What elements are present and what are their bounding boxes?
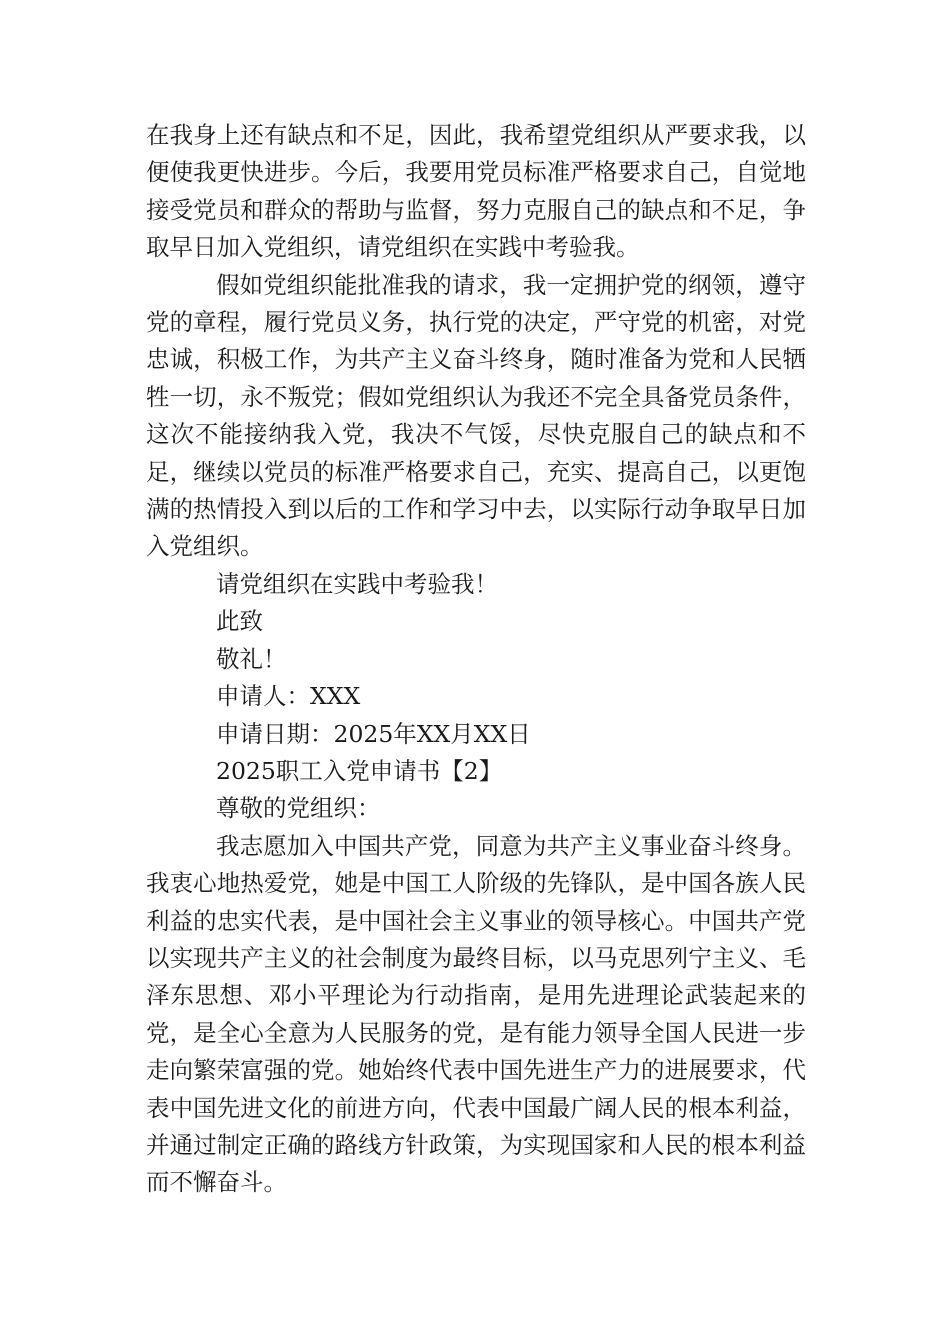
paragraph-self-improvement: 在我身上还有缺点和不足，因此，我希望党组织从严要求我，以便使我更快进步。今后，我要用党员标准严格要求自己，自觉地接受党员和群众的帮助与监督，努力克服自己的缺点和不足，争取早日加入党组织，请党组织在实践中考验我。 — [146, 121, 806, 262]
application-date: 申请日期：2025年XX月XX日 — [216, 719, 531, 748]
greeting-line: 尊敬的党组织： — [216, 794, 381, 823]
paragraph-pledge: 假如党组织能批准我的请求，我一定拥护党的纲领，遵守党的章程，履行党员义务，执行党的决定，严守党的机密，对党忠诚，积极工作，为共产主义奋斗终身，随时准备为党和人民牺牲一切，永不叛党；假如党组织认为我还不完全具备党员条件，这次不能接纳我入党，我决不气馁，尽快克服自己的缺点和不足，继续以党员的标准严格要求自己，充实、提高自己，以更饱满的热情投入到以后的工作和学习中去，以实际行动争取早日加入党组织。 — [146, 270, 806, 561]
section-heading: 2025职工入党申请书【2】 — [216, 756, 503, 785]
salutation-cizhi: 此致 — [216, 607, 263, 636]
applicant-name: 申请人：XXX — [216, 682, 361, 711]
salutation-jingli: 敬礼！ — [216, 644, 287, 673]
closing-request-line: 请党组织在实践中考验我！ — [216, 569, 498, 598]
document-body — [146, 117, 806, 1202]
paragraph-declaration: 我志愿加入中国共产党，同意为共产主义事业奋斗终身。我衷心地热爱党，她是中国工人阶级的先锋队，是中国各族人民利益的忠实代表，是中国社会主义事业的领导核心。中国共产党以实现共产主义的社会制度为最终目标，以马克思列宁主义、毛泽东思想、邓小平理论为行动指南，是用先进理论武装起来的党，是全心全意为人民服务的党，是有能力领导全国人民进一步走向繁荣富强的党。她始终代表中国先进生产力的进展要求，代表中国先进文化的前进方向，代表中国最广阔人民的根本利益，并通过制定正确的路线方针政策，为实现国家和人民的根本利益而不懈奋斗。 — [146, 831, 806, 1197]
